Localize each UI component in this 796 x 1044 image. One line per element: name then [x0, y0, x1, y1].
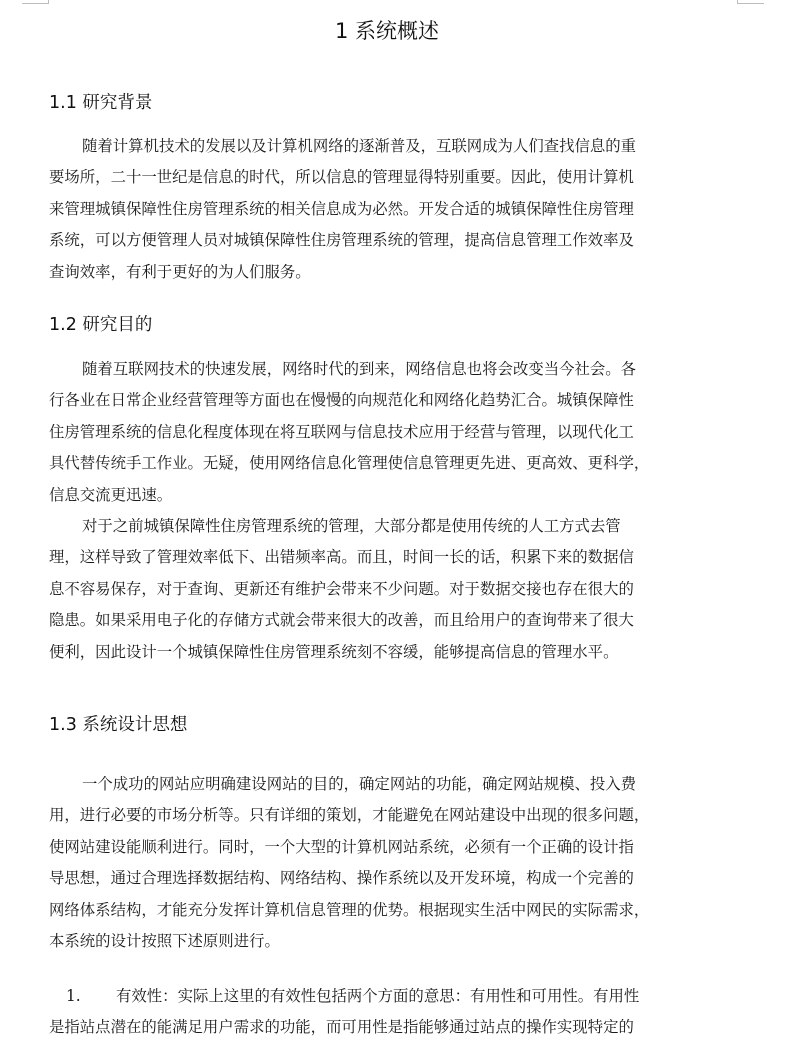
section-heading-1-1: 1.1 研究背景 [49, 93, 153, 113]
text-line: 网络体系结构，才能充分发挥计算机信息管理的优势。根据现实生活中网民的实际需求， [49, 900, 650, 919]
list-item-text: 有效性：实际上这里的有效性包括两个方面的意思：有用性和可用性。有用性 [116, 987, 640, 1005]
text-line: 具代替传统手工作业。无疑，使用网络信息化管理使信息管理更先进、更高效、更科学， [49, 454, 650, 473]
text-line: 使网站建设能顺利进行。同时，一个大型的计算机网站系统，必须有一个正确的设计指 [49, 837, 634, 856]
list-item-first-line [49, 981, 749, 1012]
paragraph-design-idea [49, 769, 739, 957]
text-line: 本系统的设计按照下述原则进行。 [49, 932, 280, 951]
list-number: 1. [66, 987, 81, 1005]
text-line: 住房管理系统的信息化程度体现在将互联网与信息技术应用于经营与管理，以现代化工 [49, 422, 634, 441]
chapter-title: 1 系统概述 [334, 19, 440, 43]
text-line: 行各业在日常企业经营管理等方面也在慢慢的向规范化和网络化趋势汇合。城镇保障性 [49, 391, 634, 410]
text-line: 便利，因此设计一个城镇保障性住房管理系统刻不容缓，能够提高信息的管理水平。 [49, 642, 619, 661]
paragraph-research-background [49, 131, 739, 288]
text-line: 隐患。如果采用电子化的存储方式就会带来很大的改善，而且给用户的查询带来了很大 [49, 611, 634, 630]
text-line: 随着计算机技术的发展以及计算机网络的逐渐普及，互联网成为人们查找信息的重 [82, 137, 637, 155]
numbered-list-item [49, 981, 749, 1044]
text-line: 来管理城镇保障性住房管理系统的相关信息成为必然。开发合适的城镇保障性住房管理 [49, 199, 634, 218]
section-heading-1-3: 1.3 系统设计思想 [49, 715, 188, 735]
text-line: 对于之前城镇保障性住房管理系统的管理，大部分都是使用传统的人工方式去管 [82, 517, 621, 535]
page-corner-mark-left [22, 0, 49, 4]
list-item-text: 是指站点潜在的能满足用户需求的功能，而可用性是指能够通过站点的操作实现特定的 [49, 1018, 634, 1037]
text-line: 查询效率，有利于更好的为人们服务。 [49, 262, 311, 281]
section-heading-1-2: 1.2 研究目的 [49, 315, 153, 335]
page-corner-mark-right [737, 0, 764, 4]
text-line: 息不容易保存，对于查询、更新还有维护会带来不少问题。对于数据交接也存在很大的 [49, 579, 634, 598]
paragraph-research-purpose-1 [49, 354, 739, 511]
text-line: 理，这样导致了管理效率低下、出错频率高。而且，时间一长的话，积累下来的数据信 [49, 548, 634, 567]
text-line: 一个成功的网站应明确建设网站的目的，确定网站的功能，确定网站规模、投入费 [82, 775, 637, 793]
text-line: 系统，可以方便管理人员对城镇保障性住房管理系统的管理，提高信息管理工作效率及 [49, 231, 634, 250]
text-line: 导思想，通过合理选择数据结构、网络结构、操作系统以及开发环境，构成一个完善的 [49, 869, 634, 888]
text-line: 随着互联网技术的快速发展，网络时代的到来，网络信息也将会改变当今社会。各 [82, 360, 637, 378]
text-line: 用，进行必要的市场分析等。只有详细的策划，才能避免在网站建设中出现的很多问题， [49, 806, 650, 825]
text-line: 信息交流更迅速。 [49, 485, 173, 504]
paragraph-research-purpose-2 [49, 511, 739, 668]
text-line: 要场所，二十一世纪是信息的时代，所以信息的管理显得特别重要。因此，使用计算机 [49, 168, 634, 187]
